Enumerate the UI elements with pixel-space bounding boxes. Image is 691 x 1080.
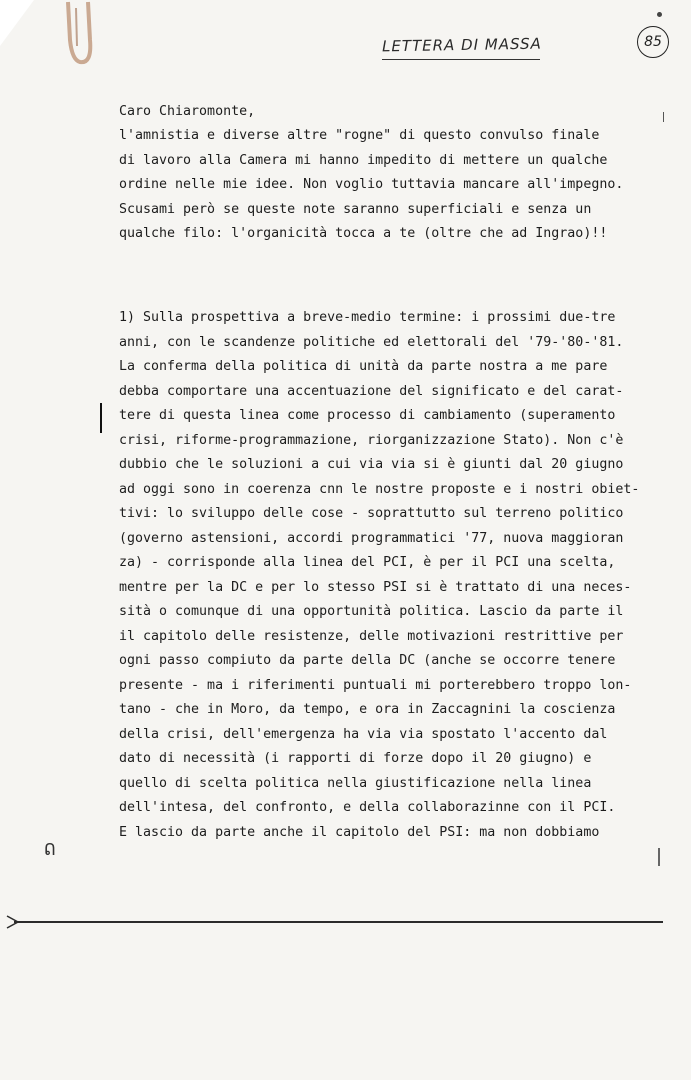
body-line: il capitolo delle resistenze, delle motivazioni restrittive per	[119, 628, 624, 644]
body-line: za) - corrisponde alla linea del PCI, è per il PCI una scelta,	[119, 555, 616, 570]
staple-mark	[58, 0, 98, 72]
intro-paragraph	[119, 124, 623, 247]
body-line: (governo astensioni, accordi programmatici '77, nuova maggioran	[119, 530, 624, 546]
margin-scribble-icon: ᕠ	[44, 840, 56, 859]
body-line: quello di scelta politica nella giustificazione nella linea	[119, 775, 592, 791]
intro-line: Scusami però se queste note saranno superficiali e senza un	[119, 201, 592, 217]
body-line: La conferma della politica di unità da parte nostra a me pare	[119, 359, 608, 374]
body-line: debba comportare una accentuazione del significato e del carat-	[119, 383, 624, 399]
body-line: tivi: lo sviluppo delle cose - soprattutto sul terreno politico	[119, 506, 624, 521]
body-line: ogni passo compiuto da parte della DC (anche se occorre tenere	[119, 653, 616, 668]
page-number: 85	[637, 26, 669, 58]
salutation: Caro Chiaromonte,	[119, 104, 256, 119]
body-line: tere di questa linea come processo di cambiamento (superamento	[119, 408, 616, 423]
corner-fold	[0, 0, 34, 46]
fold-line	[14, 921, 663, 923]
body-line: 1) Sulla prospettiva a breve-medio termine: i prossimi due-tre	[119, 310, 616, 325]
intro-line: l'amnistia e diverse altre "rogne" di questo convulso finale	[119, 128, 600, 143]
body-line: dato di necessità (i rapporti di forze dopo il 20 giugno) e	[119, 751, 592, 766]
body-line: mentre per la DC e per lo stesso PSI si è trattato di una neces-	[119, 579, 632, 595]
intro-line: ordine nelle mie idee. Non voglio tuttavia mancare all'impegno.	[119, 177, 624, 192]
body-line: ad oggi sono in coerenza cnn le nostre proposte e i nostri obiet-	[119, 481, 640, 497]
body-line: presente - ma i riferimenti puntuali mi porterebbero troppo lon-	[119, 677, 632, 693]
body-line: crisi, riforme-programmazione, riorganizzazione Stato). Non c'è	[119, 432, 624, 448]
intro-line: qualche filo: l'organicità tocca a te (oltre che ad Ingrao)!!	[119, 226, 608, 241]
point-one-paragraph	[119, 306, 639, 845]
body-line: E lascio da parte anche il capitolo del PSI: ma non dobbiamo	[119, 824, 600, 840]
body-line: dubbio che le soluzioni a cui via via si è giunti dal 20 giugno	[119, 457, 624, 472]
margin-scratch	[658, 848, 660, 866]
body-line: dell'intesa, del confronto, e della collaborazinne con il PCI.	[119, 800, 616, 815]
handwritten-title-underline	[382, 59, 540, 60]
body-line: della crisi, dell'emergenza ha via via spostato l'accento dal	[119, 726, 608, 742]
body-line: tano - che in Moro, da tempo, e ora in Zaccagnini la coscienza	[119, 702, 616, 717]
margin-tick	[663, 112, 664, 122]
handwritten-title: LETTERA DI MASSA	[381, 34, 542, 56]
ink-dot	[657, 12, 662, 17]
body-line: sità o comunque di una opportunità politica. Lascio da parte il	[119, 604, 624, 619]
margin-annotation-bar	[100, 403, 102, 433]
body-line: anni, con le scandenze politiche ed elettorali del '79-'80-'81.	[119, 334, 624, 350]
intro-line: di lavoro alla Camera mi hanno impedito di mettere un qualche	[119, 152, 608, 168]
